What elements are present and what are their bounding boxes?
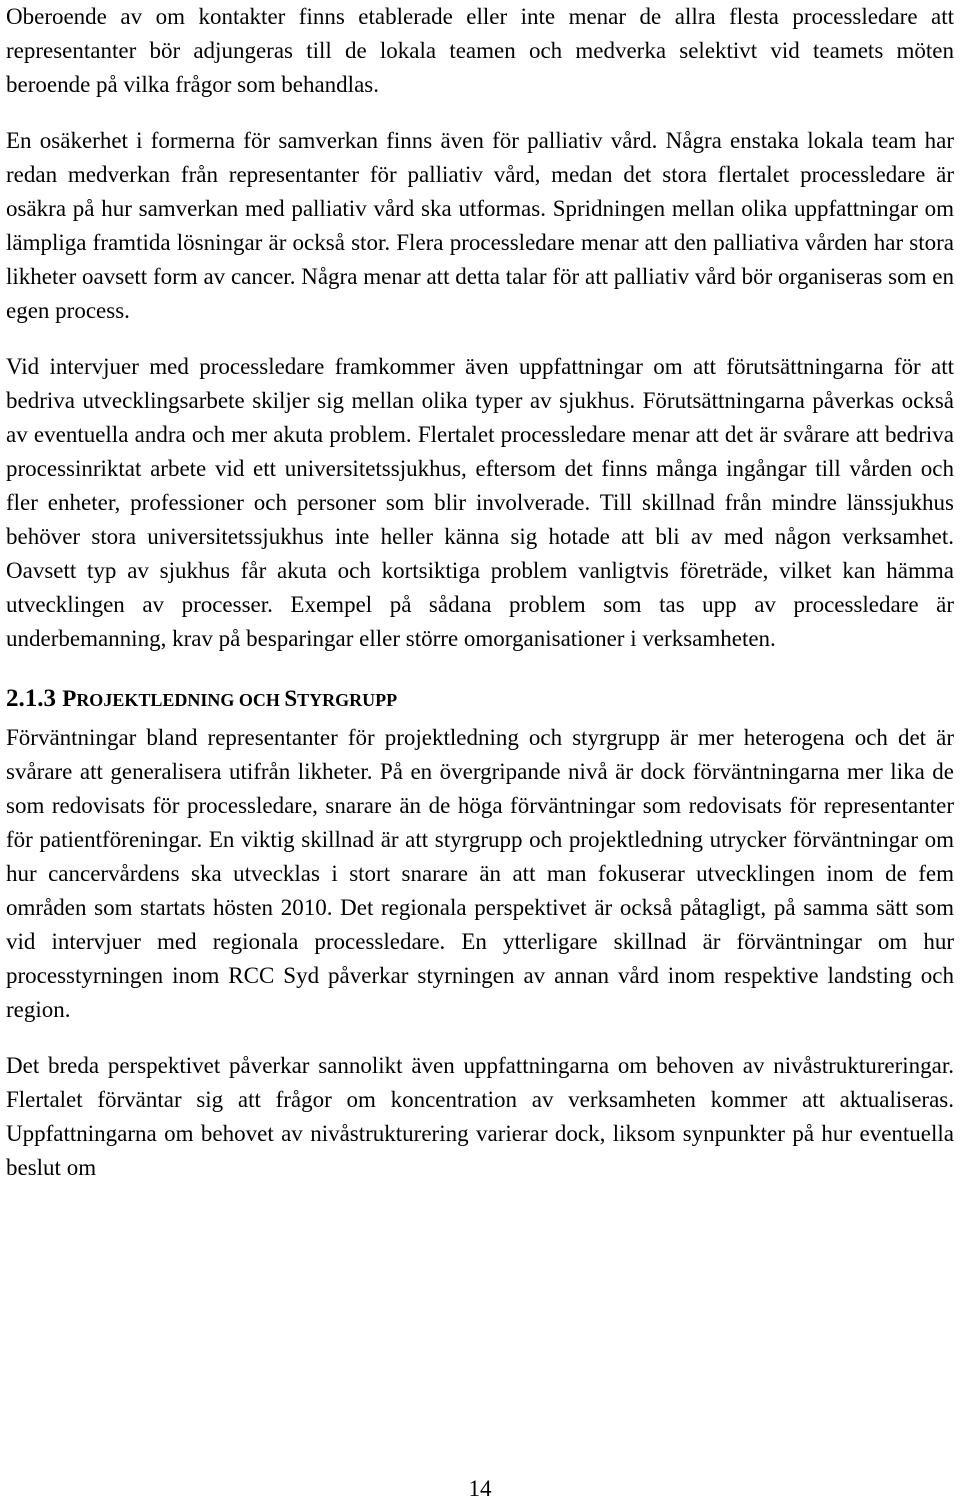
page-number: 14 [468,1476,492,1501]
section-title-part-1: P [62,686,77,711]
document-page [6,0,954,1185]
paragraph-3: Vid intervjuer med processledare framkommer även uppfattningar om att förutsättningarna för att bedriva utvecklingsarbete skiljer sig mellan olika typer av sjukhus. Förutsättningarna påverkas också av eventuella andra och mer akuta problem. Flertalet processledare menar att det är svårare att bedriva processinriktat arbete vid ett universitetssjukhus, eftersom det finns många ingångar till vården och fler enheter, professioner och personer som blir involverade. Till skillnad från mindre länssjukhus behöver stora universitetssjukhus inte heller känna sig hotade att bli av med någon verksamhet. Oavsett typ av sjukhus får akuta och kortsiktiga problem vanligtvis företräde, vilket kan hämma utvecklingen av processer. Exempel på sådana problem som tas upp av processledare är underbemanning, krav på besparingar eller större omorganisationer i verksamheten. [6,354,954,651]
section-title-part-2: ROJEKTLEDNING OCH [76,690,285,710]
section-title-part-4: TYRGRUPP [297,690,398,710]
paragraph-2: En osäkerhet i formerna för samverkan finns även för palliativ vård. Några enstaka lokala team har redan medverkan från representanter för palliativ vård, medan det stora flertalet processledare är osäkra på hur samverkan med palliativ vård ska utformas. Spridningen mellan olika uppfattningar om lämpliga framtida lösningar är också stor. Flera processledare menar att den palliativa vården har stora likheter oavsett form av cancer. Några menar att detta talar för att palliativ vård bör organiseras som en egen process. [6,128,954,323]
section-paragraph-1: Förväntningar bland representanter för projektledning och styrgrupp är mer heterogena och det är svårare att generalisera utifrån likheter. På en övergripande nivå är dock förväntningarna mer lika de som redovisats för processledare, snarare än de höga förväntningar som redovisats för representanter för patientföreningar. En viktig skillnad är att styrgrupp och projektledning utrycker förväntningar om hur cancervårdens ska utvecklas i stort snarare än att man fokuserar utvecklingen inom de fem områden som startats hösten 2010. Det regionala perspektivet är också påtagligt, på samma sätt som vid intervjuer med regionala processledare. En ytterligare skillnad är förväntningar om hur processtyrningen inom RCC Syd påverkar styrningen av annan vård inom respektive landsting och region. [6,725,954,1022]
section-title-part-3: S [284,686,298,711]
section-number: 2.1.3 [6,685,63,712]
section-paragraph-2: Det breda perspektivet påverkar sannolikt även uppfattningarna om behoven av nivåstruktureringar. Flertalet förväntar sig att frågor om koncentration av verksamheten kommer att aktualiseras. Uppfattningarna om behovet av nivåstrukturering varierar dock, liksom synpunkter på hur eventuella beslut om [6,1053,954,1180]
section-heading [6,682,954,717]
paragraph-1: Oberoende av om kontakter finns etablerade eller inte menar de allra flesta processledare att representanter bör adjungeras till de lokala teamen och medverka selektivt vid teamets möten beroende på vilka frågor som behandlas. [6,4,954,97]
